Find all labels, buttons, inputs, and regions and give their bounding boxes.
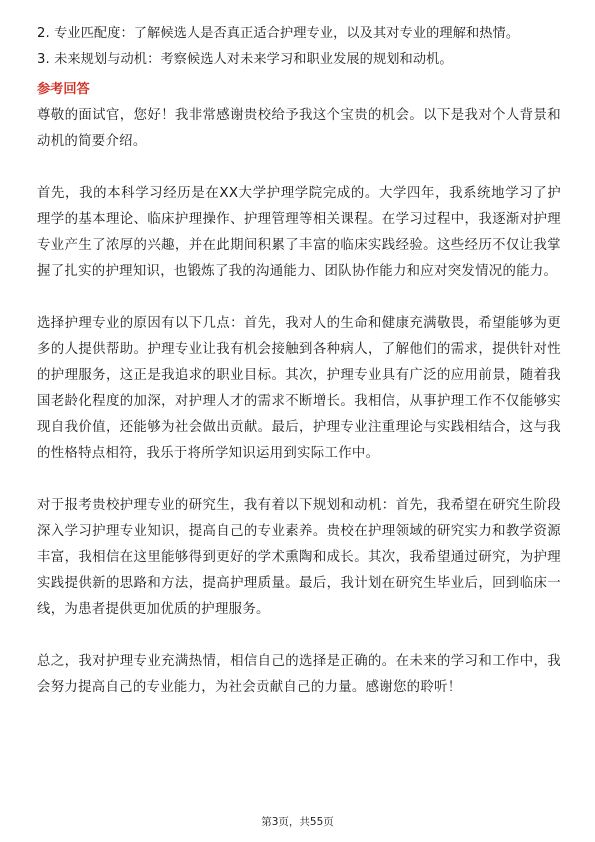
paragraph-education: 首先，我的本科学习经历是在XX大学护理学院完成的。大学四年，我系统地学习了护理学的基本理论、临床护理操作、护理管理等相关课程。在学习过程中，我逐渐对护理专业产生了浓厚的兴趣，并在此期间积累了丰富的临床实践经验。这些经历不仅让我掌握了扎实的护理知识，也锻炼了我的沟通能力、团队协作能力和应对突发情况的能力。: [37, 186, 561, 279]
document-body: [37, 21, 561, 701]
paragraph-spacer: [37, 467, 561, 493]
paragraph-reasons: 选择护理专业的原因有以下几点：首先，我对人的生命和健康充满敬畏，希望能够为更多的人提供帮助。护理专业让我有机会接触到各种病人，了解他们的需求，提供针对性的护理服务，这正是我追求的职业目标。其次，护理专业具有广泛的应用前景，随着我国老龄化程度的加深，对护理人才的需求不断增长。我相信，从事护理工作不仅能够实现自我价值，还能够为社会做出贡献。最后，护理专业注重理论与实践相结合，这与我的性格特点相符，我乐于将所学知识运用到实际工作中。: [37, 316, 561, 461]
paragraph-spacer: [37, 623, 561, 649]
list-item-future-plan: 3. 未来规划与动机：考察候选人对未来学习和职业发展的规划和动机。: [37, 52, 453, 67]
paragraph-greeting: 尊敬的面试官，您好！我非常感谢贵校给予我这个宝贵的机会。以下是我对个人背景和动机的简要介绍。: [37, 108, 561, 149]
section-title-reference-answer: 参考回答: [37, 82, 90, 97]
paragraph-conclusion: 总之，我对护理专业充满热情，相信自己的选择是正确的。在未来的学习和工作中，我会努力提高自己的专业能力，为社会贡献自己的力量。感谢您的聆听！: [37, 654, 561, 695]
list-item-professional-fit: 2. 专业匹配度：了解候选人是否真正适合护理专业，以及其对专业的理解和热情。: [37, 26, 520, 41]
paragraph-spacer: [37, 155, 561, 181]
paragraph-plans: 对于报考贵校护理专业的研究生，我有着以下规划和动机：首先，我希望在研究生阶段深入学习护理专业知识，提高自己的专业素养。贵校在护理领域的研究实力和教学资源丰富，我相信在这里能够得到更好的学术熏陶和成长。其次，我希望通过研究，为护理实践提供新的思路和方法，提高护理质量。最后，我计划在研究生毕业后，回到临床一线，为患者提供更加优质的护理服务。: [37, 498, 561, 617]
page-number-footer: 第3页，共55页: [261, 816, 334, 828]
paragraph-spacer: [37, 285, 561, 311]
